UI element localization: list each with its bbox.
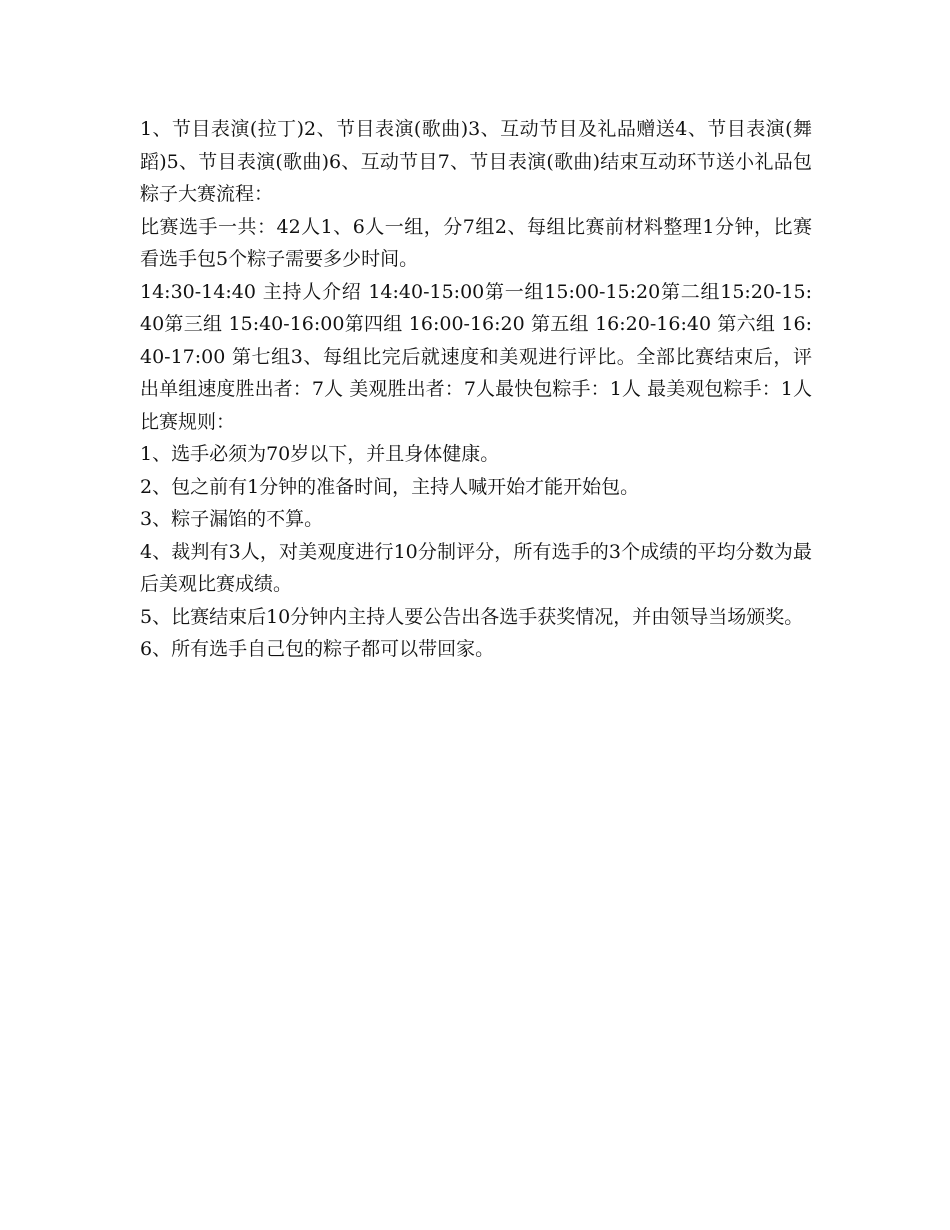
rule-5: 5、比赛结束后10分钟内主持人要公告出各选手获奖情况，并由领导当场颁奖。: [140, 605, 804, 628]
document-body: [140, 113, 812, 666]
rule-2: 2、包之前有1分钟的准备时间，主持人喊开始才能开始包。: [140, 475, 640, 498]
program-paragraph: 1、节目表演(拉丁)2、节目表演(歌曲)3、互动节目及礼品赠送4、节目表演(舞蹈)5、节目表演(歌曲)6、互动节目7、节目表演(歌曲)结束互动环节送小礼品包粽子大赛流程：: [140, 118, 812, 205]
rule-4: 4、裁判有3人，对美观度进行10分制评分，所有选手的3个成绩的平均分数为最后美观比赛成绩。: [140, 540, 812, 595]
rule-6: 6、所有选手自己包的粽子都可以带回家。: [140, 638, 495, 660]
rule-1: 1、选手必须为70岁以下，并且身体健康。: [140, 443, 500, 465]
rule-3: 3、粽子漏馅的不算。: [140, 508, 324, 530]
schedule-paragraph: 14:30-14:40 主持人介绍 14:40-15:00第一组15:00-15:20第二组15:20-15:40第三组 15:40-16:00第四组 16:00-16:20 第五组 16:20-16:40 第六组 16:40-17:00 第七组3、每组比完后就速度和美观进行评比。全部比赛结束后，评出单组速度胜出者：7人 美观胜出者：7人最快包粽手：1人 最美观包粽手：1人比赛规则：: [140, 280, 812, 433]
contestants-paragraph: 比赛选手一共：42人1、6人一组，分7组2、每组比赛前材料整理1分钟，比赛看选手包5个粽子需要多少时间。: [140, 215, 812, 270]
